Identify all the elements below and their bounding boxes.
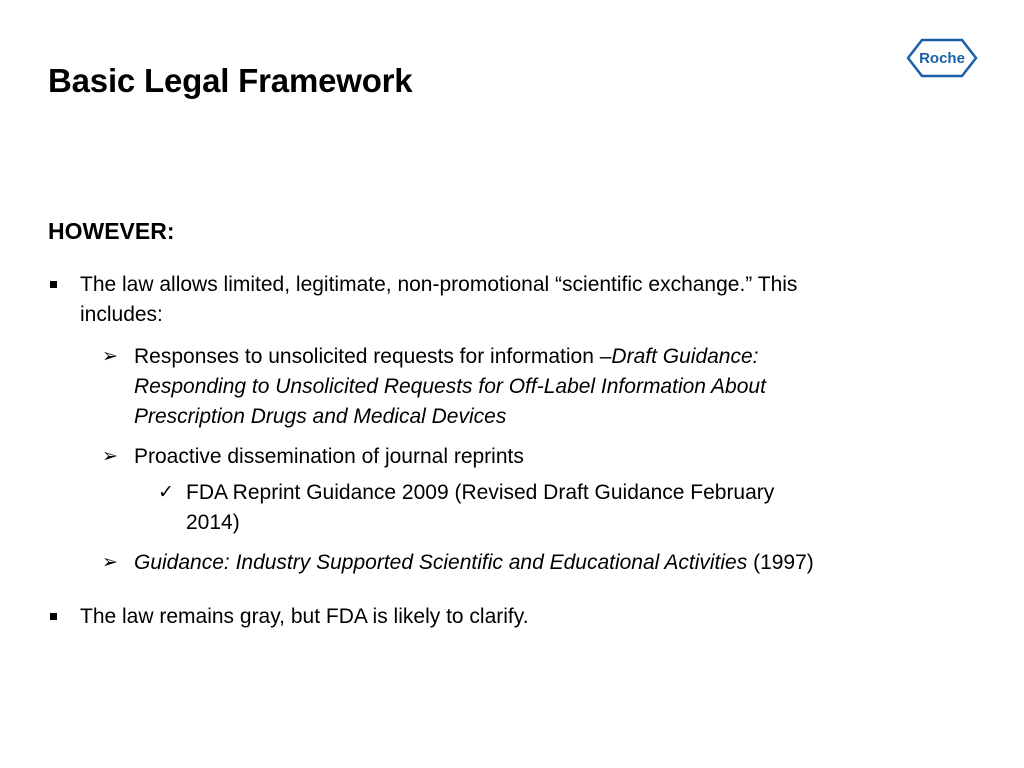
subsubbullet-item-reprint-guidance (48, 478, 978, 538)
subbullet-italic: Guidance: Industry Supported Scientific and Educational Activities (134, 551, 748, 574)
subbullet-item-industry-guidance (48, 548, 978, 578)
section-heading: HOWEVER: (48, 218, 175, 244)
subbullet-text: Proactive dissemination of journal reprints (134, 445, 524, 468)
bullet-text-line: The law allows limited, legitimate, non-promotional “scientific exchange.” This (80, 273, 798, 296)
subbullet-italic: Responding to Unsolicited Requests for Off-Label Information About (134, 375, 766, 398)
arrow-bullet-icon: ➢ (102, 552, 118, 573)
subbullet-text: Responses to unsolicited requests for information – (134, 345, 612, 368)
check-bullet-icon: ✓ (158, 482, 174, 503)
arrow-bullet-icon: ➢ (102, 346, 118, 367)
square-bullet-icon (48, 602, 68, 632)
subbullet-italic: Prescription Drugs and Medical Devices (134, 405, 507, 428)
subsubbullet-text: FDA Reprint Guidance 2009 (Revised Draft Guidance February (186, 481, 775, 504)
bullet-text: The law remains gray, but FDA is likely to clarify. (80, 605, 529, 628)
subbullet-item-unsolicited-requests (48, 342, 978, 432)
subbullet-text: (1997) (747, 551, 814, 574)
bullet-text-line: includes: (80, 303, 163, 326)
bullet-item-law-gray (48, 602, 978, 632)
bullet-list (48, 270, 978, 632)
arrow-bullet-icon: ➢ (102, 446, 118, 467)
square-bullet-icon (48, 270, 68, 300)
bullet-item-scientific-exchange (48, 270, 978, 330)
subsubbullet-text: 2014) (186, 511, 240, 534)
roche-logo (904, 38, 980, 78)
subbullet-item-journal-reprints (48, 442, 978, 472)
slide-title: Basic Legal Framework (48, 62, 413, 99)
logo-text: Roche (919, 50, 965, 67)
subbullet-italic: Draft Guidance: (611, 345, 759, 368)
roche-logo-icon (904, 38, 980, 78)
